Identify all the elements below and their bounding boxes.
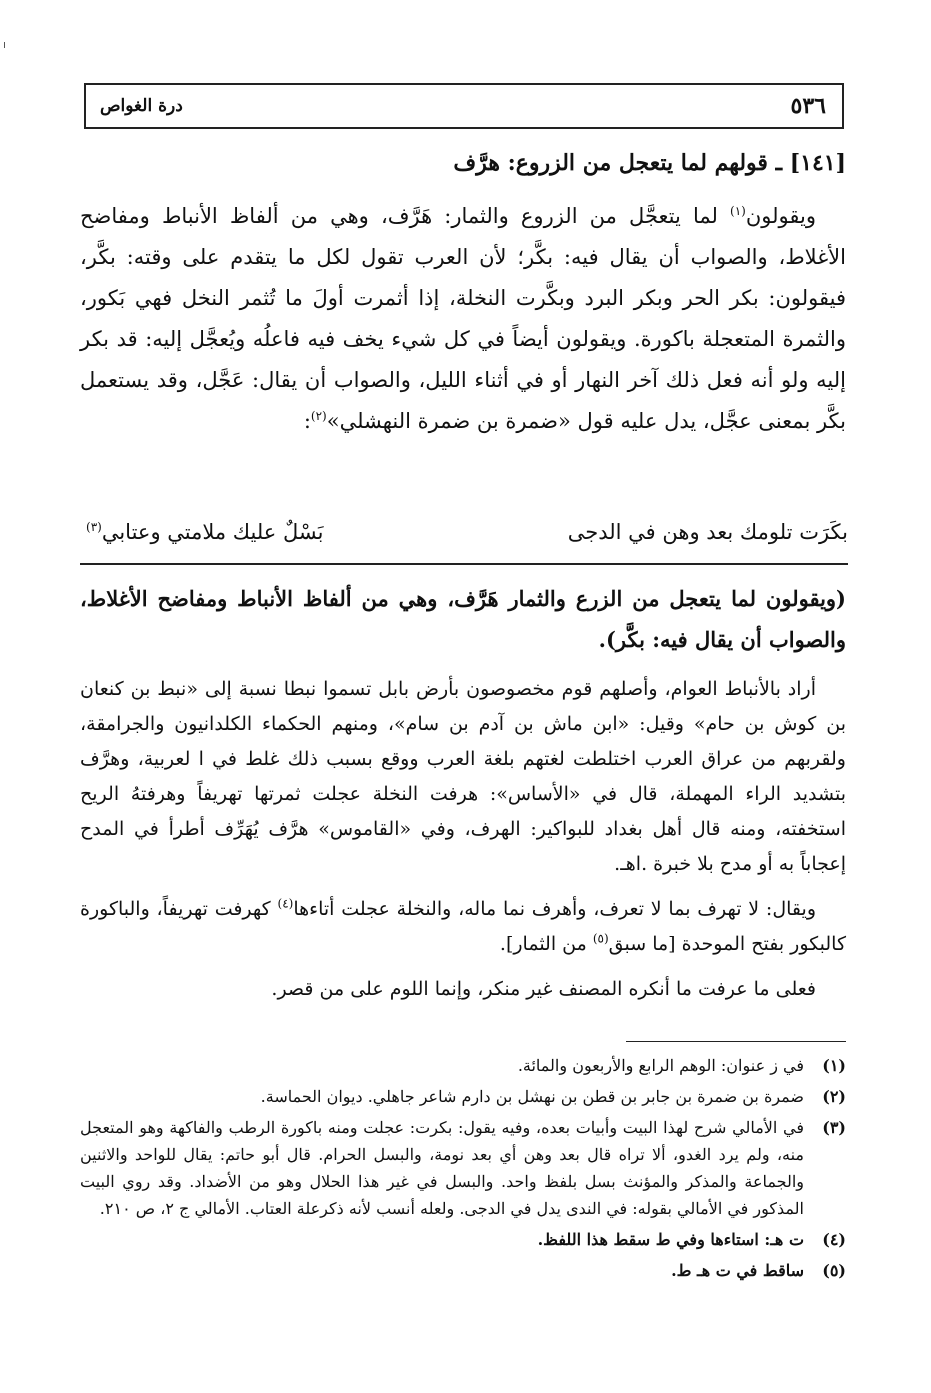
commentary-paragraph: أراد بالأنباط العوام، وأصلهم قوم مخصوصون بأرض بابل تسموا نبطا نسبة إلى «نبط بن كنعان بن كوش بن حام» وقيل: «ابن ماش بن آدم بن سام»، ومنهم الحكماء الكلدانيون والجرامقة، ولقربهم من عراق العرب اختلطت لغتهم بلغة العرب ووقع بسبب ذلك غلط في ا لعربية، وهرَّف بتشديد الراء المهملة، قال في «الأساس»: هرفت النخلة عجلت ثمرتها تهريفاً وهرفتهُ الريح استخفته، ومنه قال أهل بغداد للبواكير: الهرف، وفي «القاموس» هرَّف يُهَرِّف أطرأ في المدح إعجاباً به أو مدح بلا خبرة .اهـ. <box>80 678 846 875</box>
footnote-item <box>80 1226 846 1253</box>
footnote-text: ضمرة بن ضمرة بن جابر بن قطن بن نهشل بن دارم شاعر جاهلي. ديوان الحماسة. <box>260 1087 804 1106</box>
footnote-item <box>80 1114 846 1222</box>
footnote-number: (٢) <box>822 1087 846 1106</box>
section-divider <box>80 563 848 565</box>
footnote-text: في ز عنوان: الوهم الرابع والأربعون والمائة. <box>517 1056 804 1075</box>
footnote-item <box>80 1257 846 1284</box>
footnote-text: ت هـ: استاءها وفي ط سقط هذا اللفظ. <box>537 1230 804 1249</box>
footnote-ref-2[interactable]: (٢) <box>310 409 327 423</box>
footnote-ref-3[interactable]: (٣) <box>86 520 102 534</box>
verse-first-hemistich: بكَرَت تلومك بعد وهن في الدجى <box>567 520 848 544</box>
footnote-text: في الأمالي شرح لهذا البيت وأبيات بعده، وفيه يقول: بكرت: عجلت ومنه باكورة الرطب والفاكهة وهو المتعجل منه، ولم يرد الغدو، ألا تراه قال بعد وهن أي بعد نومة، والبسل الحرام. قال أبو حاتم: يقال للواحد والاثنين والجماعة والمذكر والمؤنث بسل بلفظ واحد. والبسل في غير هذا الحلال وهو من الأضداد. وقد روي البيت المذكور في الأمالي بقوله: في الندى يدل في الدجى. ولعله أنسب لأنه ذكرعلة العتاب. الأمالي ج ٢، ص ٢١٠. <box>80 1118 804 1218</box>
footnotes <box>80 1052 846 1288</box>
footnote-ref-1[interactable]: (١) <box>730 204 746 218</box>
page-header <box>84 83 844 129</box>
footnote-number: (٥) <box>822 1261 846 1280</box>
footnote-number: (٤) <box>822 1230 846 1249</box>
footnote-text: ساقط في ت هـ ط. <box>671 1261 804 1280</box>
margin-mark <box>4 42 5 48</box>
verse-second-hemistich: بَسْلٌ عليك ملامتي وعتابي$^{(٣)}$ <box>86 520 324 544</box>
footnote-number: (٣) <box>822 1118 846 1137</box>
footnote-item <box>80 1083 846 1110</box>
entry-heading: [١٤١] ـ قولهم لما يتعجل من الزروع: هرَّف <box>453 150 846 176</box>
footnote-item <box>80 1052 846 1079</box>
commentary-quote: (ويقولون لما يتعجل من الزرع والثمار هَرَّف، وهي من ألفاظ الأنباط ومفاضح الأغلاط، والصواب أن يقال فيه: بكَّر). <box>80 586 846 652</box>
commentary-paragraph: فعلى ما عرفت ما أنكره المصنف غير منكر، وإنما اللوم على من قصر. <box>271 978 816 1000</box>
page-number: ٥٣٦ <box>790 93 826 119</box>
running-title: درة الغواص <box>100 96 183 116</box>
entry-text <box>80 196 846 442</box>
commentary-paragraph: ويقال: لا تهرف بما لا تعرف، وأهرف نما ماله، والنخلة عجلت أتاءها$^{(٤)}$ كهرفت تهريفاً، والباكورة كالبكور بفتح الموحدة [ما سبق$^{(٥)}$ من الثمار]. <box>80 896 846 955</box>
poetry-verse <box>86 512 848 552</box>
footnote-ref-5[interactable]: (٥) <box>592 931 609 946</box>
commentary-text <box>80 672 846 1007</box>
entry-paragraph: ويقولون$^{(١)}$ لما يتعجَّل من الزروع والثمار: هَرَّف، وهي من ألفاظ الأنباط ومفاضح الأغلاط، والصواب أن يقال فيه: بكَّر؛ لأن العرب تقول لكل ما يتقدم على وقته: بكَّر، فيقولون: بكر الحر وبكر البرد وبكَّرت النخلة، إذا أثمرت أولَ ما تُثمر النخل فهي بَكور، والثمرة المتعجلة باكورة. ويقولون أيضاً في كل شيء يخف فيه فاعلُه ويُعجَّل إليه: قد بكر إليه ولو أنه فعل ذلك آخر النهار أو في أثناء الليل، والصواب أن يقال: عَجَّل، وقد يستعمل بكَّر بمعنى عجَّل، يدل عليه قول «ضمرة بن ضمرة النهشلي»$^{(٢)}$: <box>80 204 846 433</box>
footnote-rule <box>626 1041 846 1042</box>
footnote-number: (١) <box>822 1056 846 1075</box>
footnote-ref-4[interactable]: (٤) <box>277 896 294 911</box>
